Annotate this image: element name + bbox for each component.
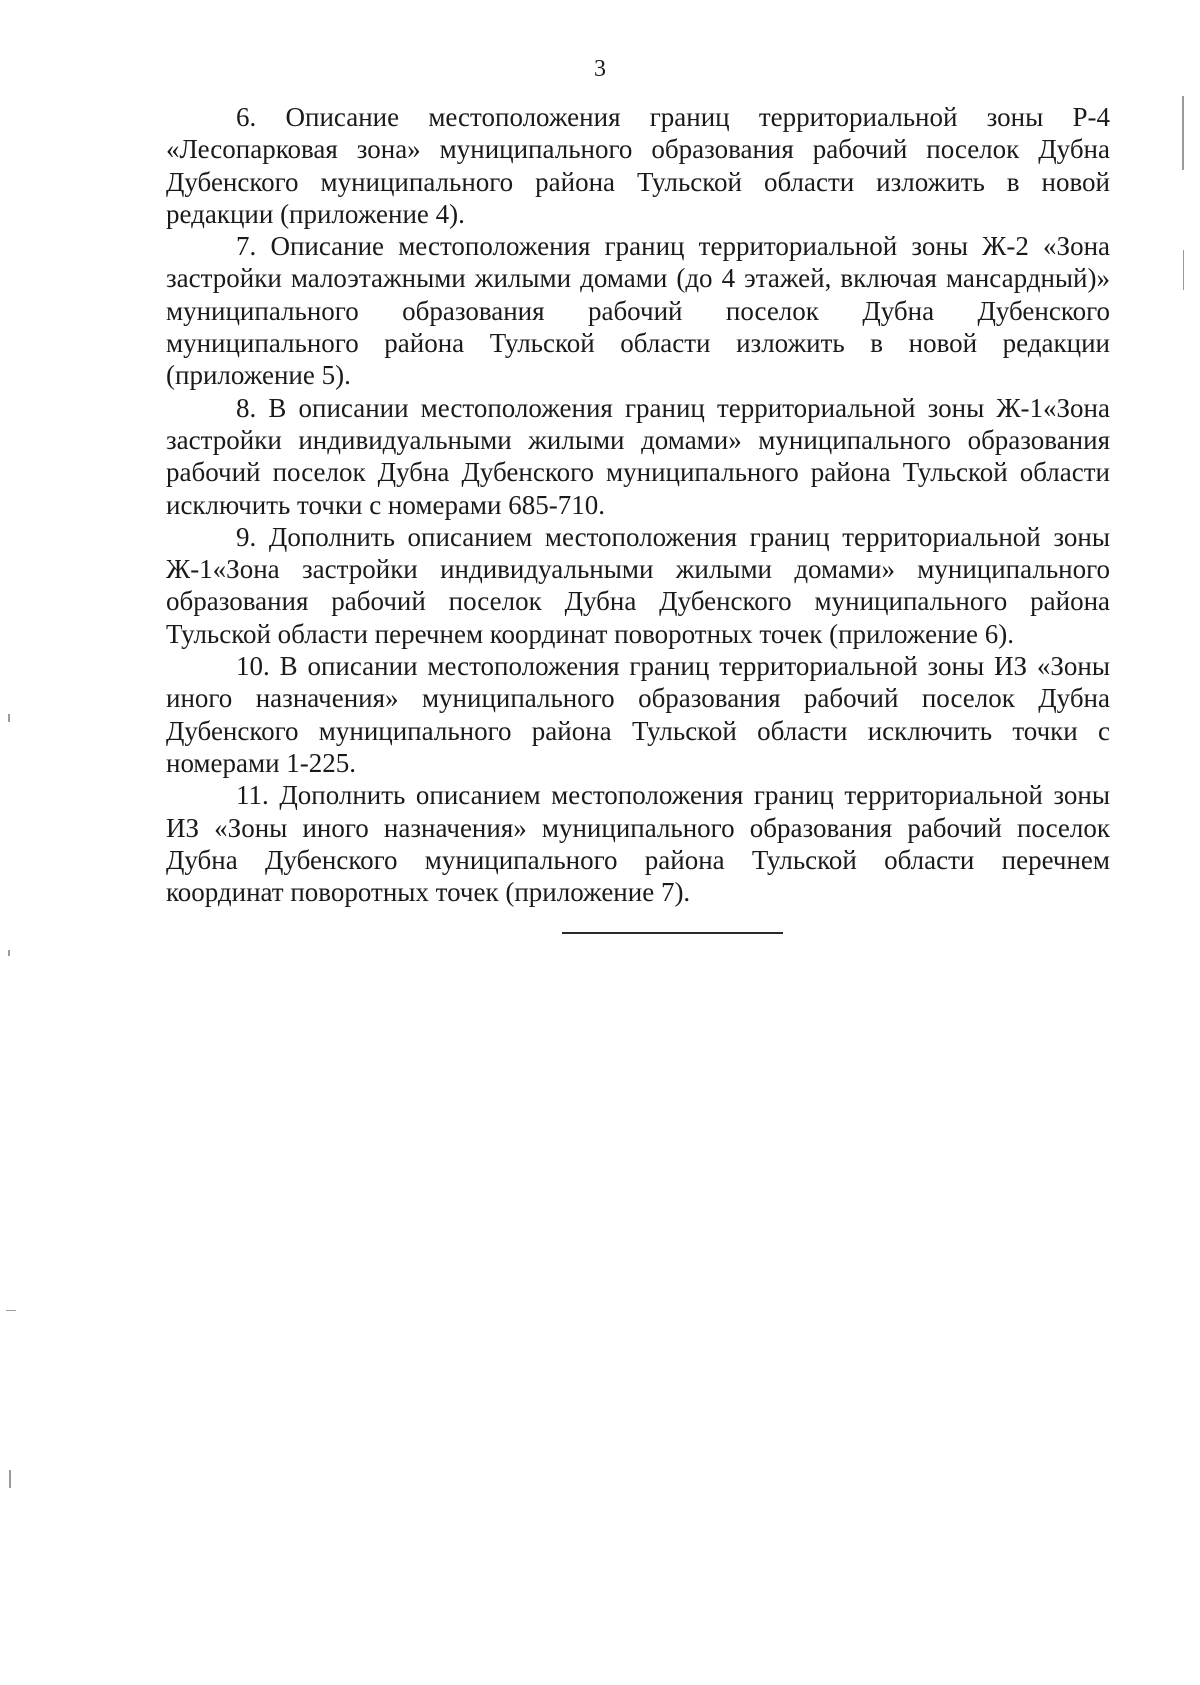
- paragraph-number: 11.: [236, 780, 269, 811]
- scan-mark: [1182, 96, 1184, 170]
- paragraph-number: 6.: [236, 102, 257, 132]
- scan-mark: [6, 1310, 16, 1311]
- paragraph-item-10: [166, 650, 1110, 779]
- paragraph-item-6: [166, 101, 1110, 230]
- paragraph-text: Дополнить описанием местоположения границ территориальной зоны Ж-1«Зона застройки индивидуальными жилыми домами» муниципального образования рабочий поселок Дубна Дубенского муниципального района Тульской области перечнем координат поворотных точек (приложение 6).: [166, 521, 1111, 649]
- document-body: [166, 101, 1110, 908]
- paragraph-text: Описание местоположения границ территориальной зоны Р-4 «Лесопарковая зона» муниципального образования рабочий поселок Дубна Дубенского муниципального района Тульской области изложить в новой редакции (приложение 4).: [166, 102, 1110, 229]
- paragraph-number: 8.: [236, 392, 257, 423]
- paragraph-item-11: [166, 779, 1110, 908]
- paragraph-number: 7.: [236, 231, 257, 262]
- page-number: 3: [594, 56, 606, 82]
- closing-rule: [562, 932, 783, 934]
- paragraph-number: 9.: [236, 521, 257, 552]
- scan-mark: [9, 1470, 11, 1488]
- paragraph-text: В описании местоположения границ территориальной зоны ИЗ «Зоны иного назначения» муниципального образования рабочий поселок Дубна Дубенского муниципального района Тульской области исключить точки с номерами 1-225.: [166, 651, 1110, 778]
- paragraph-item-8: [166, 392, 1110, 521]
- scan-mark: [8, 950, 10, 956]
- paragraph-text: Описание местоположения границ территориальной зоны Ж-2 «Зона застройки малоэтажными жилыми домами (до 4 этажей, включая мансардный)» муниципального образования рабочий поселок Дубна Дубенского муниципального района Тульской области изложить в новой редакции (приложение 5).: [166, 231, 1111, 391]
- paragraph-item-7: [166, 230, 1110, 391]
- paragraph-text: Дополнить описанием местоположения границ территориальной зоны ИЗ «Зоны иного назначения» муниципального образования рабочий поселок Дубна Дубенского муниципального района Тульской области перечнем координат поворотных точек (приложение 7).: [166, 780, 1111, 908]
- paragraph-number: 10.: [236, 651, 270, 682]
- paragraph-text: В описании местоположения границ территориальной зоны Ж-1«Зона застройки индивидуальными жилыми домами» муниципального образования рабочий поселок Дубна Дубенского муниципального района Тульской области исключить точки с номерами 685-710.: [166, 392, 1110, 520]
- scan-mark: [1183, 250, 1184, 290]
- paragraph-item-9: [166, 521, 1110, 650]
- scan-mark: [8, 714, 10, 722]
